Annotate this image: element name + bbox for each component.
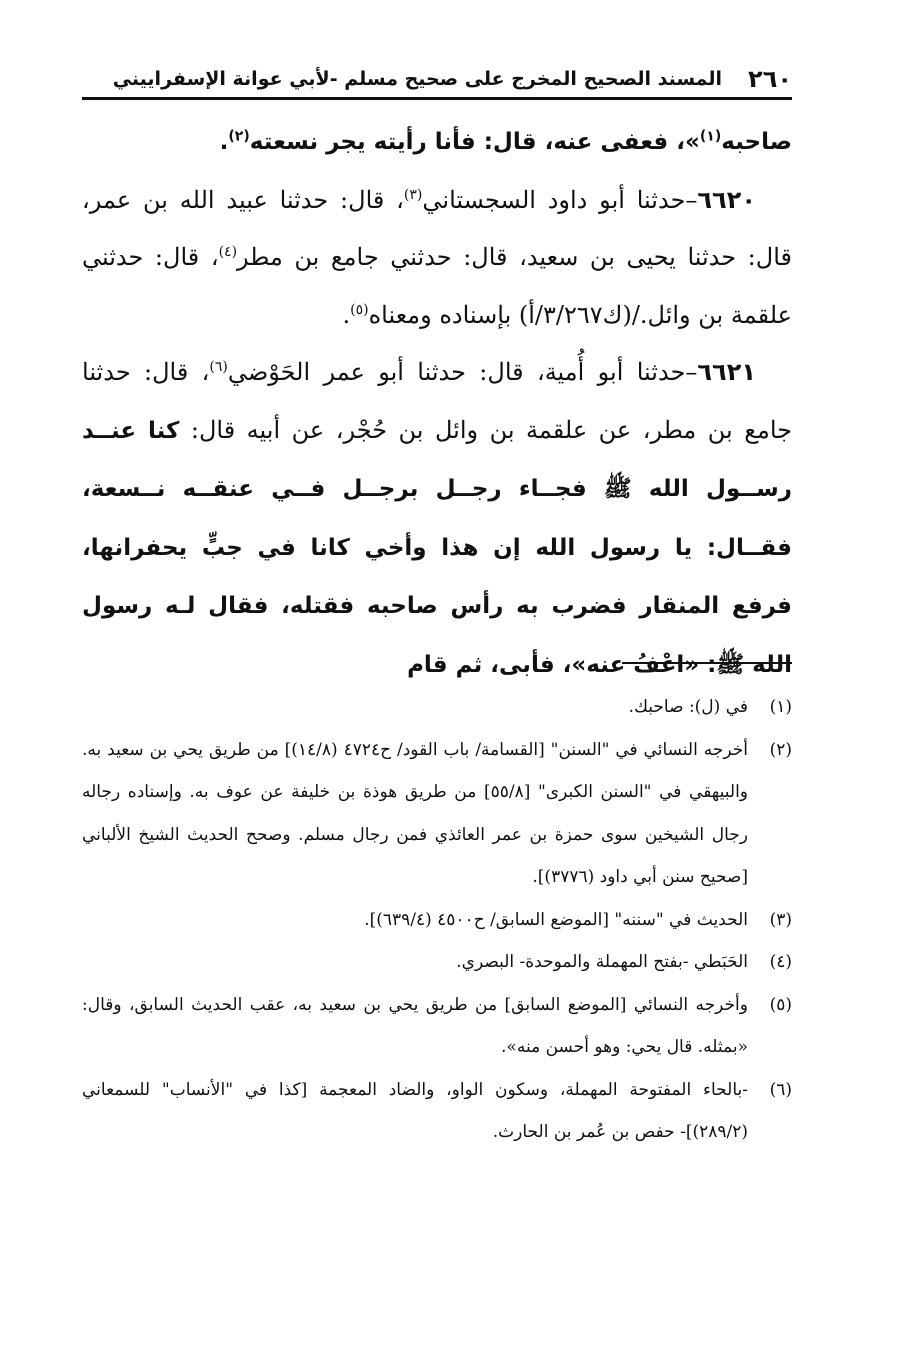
text-run: »، فعفى عنه، قال: فأنا رأيته يجر نسعته <box>249 129 700 155</box>
text-run: ، قال: حدثني علقمة بن وائل./(ك٣/٢٦٧/أ) بإسناده ومعناه <box>82 243 792 329</box>
text-run: . <box>342 300 351 329</box>
header-rule <box>82 97 792 100</box>
footnote-text: -بالحاء المفتوحة المهملة، وسكون الواو، والضاد المعجمة [كذا في "الأنساب" للسمعاني (٢٨٩/٢)]- حفص بن عُمر بن الحارث. <box>82 1079 748 1142</box>
paragraph-continuation <box>82 114 792 172</box>
footnote-text: في (ل): صاحبك. <box>628 697 748 717</box>
footnote-number: (٢) <box>769 739 792 760</box>
footnote-5 <box>82 984 792 1069</box>
page-header <box>82 56 792 96</box>
hadith-6620 <box>82 172 792 345</box>
text-run: –حدثنا أبو داود السجستاني <box>422 185 698 214</box>
text-run: ، قال: حدثنا جامع بن مطر، عن علقمة بن وائل بن حُجْر، عن أبيه قال: <box>82 358 792 444</box>
footnote-text: الحَبَطي -بفتح المهملة والموحدة- البصري. <box>456 952 748 972</box>
footnote-2 <box>82 729 792 899</box>
footnote-ref: (٣) <box>403 186 423 203</box>
footnote-number: (٦) <box>769 1079 792 1100</box>
footnote-number: (٤) <box>769 952 792 972</box>
footnote-text: أخرجه النسائي في "السنن" [القسامة/ باب القود/ ح٤٧٢٤ (١٤/٨)] من طريق يحي بن سعيد به. والبيهقي في "السنن الكبرى" [٥٥/٨] من طريق هوذة بن خليفة عن عوف به. وإسناده رجاله رجال الشيخين سوى حمزة بن عمر العائذي فمن رجال مسلم. وصحح الحديث الشيخ الألباني [صحيح سنن أبي داود (٣٧٧٦)]. <box>82 739 749 887</box>
text-run: . <box>219 129 229 155</box>
footnote-separator <box>622 662 792 664</box>
hadith-6621 <box>82 344 792 694</box>
footnote-number: (١) <box>769 697 792 717</box>
footnote-6 <box>82 1069 792 1154</box>
page-number: ٢٦٠ <box>748 65 792 93</box>
hadith-number: ٦٦٢٠ <box>697 185 756 214</box>
footnote-number: (٥) <box>769 994 792 1015</box>
footnote-ref: (٥) <box>350 301 369 318</box>
footnote-ref: (٢) <box>228 128 250 145</box>
hadith-matn: كنا عنــد رســول الله ﷺ فجــاء رجــل برجــل فــي عنقــه نــسعة، فقــال: يا رسول الله إن هذا وأخي كانا في جبٍّ يحفرانها، فرفع المنقار فضرب به رأس صاحبه فقتله، فقال لـه رسول الله ﷺ: «اعْفُ عنه»، فأبى، ثم قام <box>82 417 792 678</box>
footnote-ref: (١) <box>699 128 722 145</box>
main-text <box>82 114 792 694</box>
footnote-text: وأخرجه النسائي [الموضع السابق] من طريق يحي بن سعيد به، عقب الحديث السابق، وقال: «بمثله. قال يحي: وهو أحسن منه». <box>82 994 748 1057</box>
footnote-4 <box>82 941 792 984</box>
running-title: المسند الصحيح المخرج على صحيح مسلم -لأبي عوانة الإسفراييني <box>112 68 723 90</box>
text-run: –حدثنا أبو أُمية، قال: حدثنا أبو عمر الحَوْضي <box>227 358 698 386</box>
hadith-number: ٦٦٢١ <box>697 358 756 386</box>
footnotes <box>82 686 792 1154</box>
footnote-1 <box>82 686 792 729</box>
footnote-ref: (٦) <box>209 359 228 375</box>
text-run: ، قال: حدثنا عبيد الله بن عمر، قال: حدثنا يحيى بن سعيد، قال: حدثني جامع بن مطر <box>82 185 792 271</box>
footnote-3 <box>82 899 792 942</box>
footnote-number: (٣) <box>769 909 792 930</box>
footnote-ref: (٤) <box>218 244 238 260</box>
footnote-text: الحديث في "سننه" [الموضع السابق/ ح٤٥٠٠ (٦٣٩/٤)]. <box>364 909 748 930</box>
text-run: صاحبه <box>721 129 792 155</box>
